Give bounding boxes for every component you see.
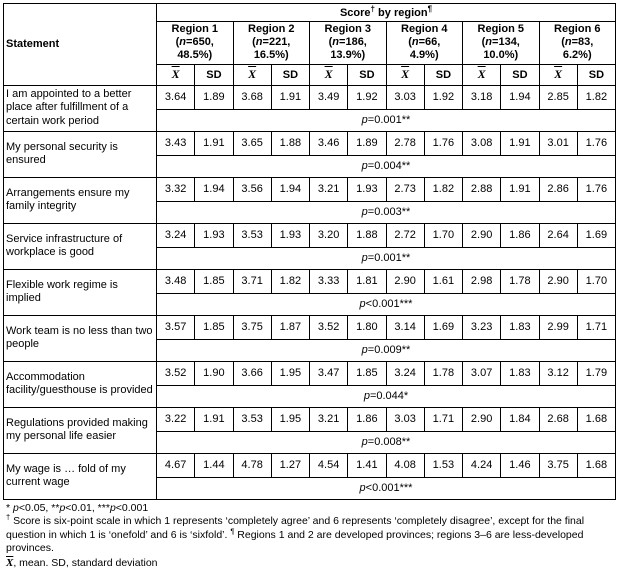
value-cell: 3.46 <box>310 131 348 155</box>
value-cell: 1.91 <box>195 407 233 431</box>
value-cell: 3.03 <box>386 85 424 109</box>
value-cell: 3.32 <box>157 177 195 201</box>
footnote-superscript: † <box>6 512 11 522</box>
value-cell: 1.71 <box>424 407 462 431</box>
value-cell: 1.84 <box>501 407 539 431</box>
footnote-text: , mean. SD, standard deviation <box>13 557 158 570</box>
n-italic: n <box>255 36 263 49</box>
value-cell: 3.24 <box>386 361 424 385</box>
value-cell: 3.12 <box>539 361 577 385</box>
value-cell: 3.66 <box>233 361 271 385</box>
p-italic: p <box>361 436 368 449</box>
value-cell: 1.85 <box>195 315 233 339</box>
value-cell: 1.95 <box>271 407 309 431</box>
value-cell: 1.44 <box>195 453 233 477</box>
mean-symbol: $\overline{X}$ <box>324 67 333 82</box>
value-cell: 2.90 <box>463 223 501 247</box>
value-cell: 3.23 <box>463 315 501 339</box>
table-header <box>4 4 616 86</box>
table-row <box>4 315 616 339</box>
value-cell: 4.54 <box>310 453 348 477</box>
table-row <box>4 223 616 247</box>
value-cell: 3.01 <box>539 131 577 155</box>
region-header-2: Region 2 (n=221, 16.5%) <box>233 22 310 65</box>
n-italic: n <box>485 36 493 49</box>
value-cell: 3.20 <box>310 223 348 247</box>
p-italic: p <box>363 390 370 403</box>
value-cell: 3.03 <box>386 407 424 431</box>
mean-symbol: $\overline{X}$ <box>6 557 14 570</box>
value-cell: 1.69 <box>424 315 462 339</box>
p-value-cell: p<0.001*** <box>157 477 616 499</box>
n-italic: n <box>179 36 187 49</box>
p-italic: p <box>359 298 366 311</box>
mean-symbol: $\overline{X}$ <box>248 67 257 82</box>
mean-column-header <box>157 64 195 85</box>
value-cell: 1.93 <box>195 223 233 247</box>
value-cell: 1.90 <box>195 361 233 385</box>
value-cell: 1.61 <box>424 269 462 293</box>
value-cell: 3.56 <box>233 177 271 201</box>
value-cell: 2.99 <box>539 315 577 339</box>
table-row <box>4 177 616 201</box>
value-cell: 1.94 <box>195 177 233 201</box>
value-cell: 3.49 <box>310 85 348 109</box>
region-header-1: Region 1 (n=650, 48.5%) <box>157 22 234 65</box>
value-cell: 3.33 <box>310 269 348 293</box>
mean-column-header <box>233 64 271 85</box>
p-value-cell: p=0.001** <box>157 109 616 131</box>
value-cell: 1.93 <box>348 177 386 201</box>
value-cell: 1.80 <box>348 315 386 339</box>
value-cell: 1.71 <box>577 315 615 339</box>
sd-column-header: SD <box>424 64 462 85</box>
table-row <box>4 407 616 431</box>
mean-symbol: $\overline{X}$ <box>401 67 410 82</box>
region-header-4: Region 4 (n=66, 4.9%) <box>386 22 463 65</box>
p-value-cell: p=0.009** <box>157 339 616 361</box>
footnote-line-3 <box>6 556 616 571</box>
value-cell: 1.82 <box>271 269 309 293</box>
footnote-line-1 <box>6 502 616 516</box>
value-cell: 1.87 <box>271 315 309 339</box>
dagger-superscript: † <box>370 3 375 13</box>
table-body <box>4 85 616 499</box>
p-italic: p <box>359 482 366 495</box>
value-cell: 1.86 <box>501 223 539 247</box>
p-value-cell: p=0.001** <box>157 247 616 269</box>
sd-column-header: SD <box>501 64 539 85</box>
value-cell: 1.85 <box>348 361 386 385</box>
value-cell: 4.24 <box>463 453 501 477</box>
n-italic: n <box>332 36 340 49</box>
mean-symbol: $\overline{X}$ <box>477 67 486 82</box>
value-cell: 2.90 <box>463 407 501 431</box>
statement-cell: My personal security is ensured <box>4 131 157 177</box>
value-cell: 3.24 <box>157 223 195 247</box>
statement-cell: Flexible work regime is implied <box>4 269 157 315</box>
value-cell: 1.27 <box>271 453 309 477</box>
value-cell: 1.46 <box>501 453 539 477</box>
value-cell: 1.94 <box>501 85 539 109</box>
statement-cell: Work team is no less than two people <box>4 315 157 361</box>
statement-cell: Service infrastructure of workplace is good <box>4 223 157 269</box>
value-cell: 1.94 <box>271 177 309 201</box>
value-cell: 2.72 <box>386 223 424 247</box>
mean-column-header <box>386 64 424 85</box>
mean-symbol: $\overline{X}$ <box>171 67 180 82</box>
value-cell: 1.88 <box>271 131 309 155</box>
value-cell: 2.98 <box>463 269 501 293</box>
value-cell: 2.86 <box>539 177 577 201</box>
footnote-superscript: ¶ <box>230 526 235 536</box>
value-cell: 1.92 <box>424 85 462 109</box>
value-cell: 2.90 <box>539 269 577 293</box>
value-cell: 2.68 <box>539 407 577 431</box>
value-cell: 1.76 <box>577 131 615 155</box>
value-cell: 1.83 <box>501 361 539 385</box>
value-cell: 1.70 <box>577 269 615 293</box>
value-cell: 1.91 <box>271 85 309 109</box>
table-row <box>4 269 616 293</box>
value-cell: 3.75 <box>539 453 577 477</box>
value-cell: 2.88 <box>463 177 501 201</box>
value-cell: 1.95 <box>271 361 309 385</box>
value-cell: 3.48 <box>157 269 195 293</box>
value-cell: 1.68 <box>577 453 615 477</box>
value-cell: 1.88 <box>348 223 386 247</box>
header-row-score <box>4 4 616 22</box>
p-italic: p <box>361 206 368 219</box>
value-cell: 1.91 <box>501 177 539 201</box>
footnote-text: <0.01, *** <box>65 501 110 514</box>
value-cell: 1.76 <box>424 131 462 155</box>
scores-by-region-table <box>3 3 616 500</box>
value-cell: 1.79 <box>577 361 615 385</box>
sd-column-header: SD <box>348 64 386 85</box>
footnote-text: <0.05, ** <box>18 501 60 514</box>
value-cell: 2.85 <box>539 85 577 109</box>
p-value-cell: p<0.001*** <box>157 293 616 315</box>
value-cell: 1.91 <box>195 131 233 155</box>
value-cell: 3.57 <box>157 315 195 339</box>
value-cell: 3.47 <box>310 361 348 385</box>
sd-column-header: SD <box>577 64 615 85</box>
value-cell: 2.73 <box>386 177 424 201</box>
value-cell: 3.71 <box>233 269 271 293</box>
value-cell: 3.21 <box>310 407 348 431</box>
region-header-5: Region 5 (n=134, 10.0%) <box>463 22 540 65</box>
value-cell: 3.08 <box>463 131 501 155</box>
value-cell: 4.67 <box>157 453 195 477</box>
footnote-text: Score is six-point scale in which 1 represents ‘completely agree’ and 6 represents ‘completely disagree’, except for the final question in which 1 is ‘onefold’ and 6 is ‘sixfold’. <box>6 515 585 541</box>
value-cell: 1.86 <box>348 407 386 431</box>
value-cell: 3.52 <box>157 361 195 385</box>
value-cell: 3.14 <box>386 315 424 339</box>
value-cell: 3.52 <box>310 315 348 339</box>
value-cell: 2.64 <box>539 223 577 247</box>
value-cell: 3.18 <box>463 85 501 109</box>
value-cell: 3.21 <box>310 177 348 201</box>
value-cell: 1.83 <box>501 315 539 339</box>
value-cell: 3.43 <box>157 131 195 155</box>
value-cell: 1.93 <box>271 223 309 247</box>
mean-symbol: $\overline{X}$ <box>554 67 563 82</box>
table-row <box>4 131 616 155</box>
p-italic: p <box>361 160 368 173</box>
table-footnotes <box>3 502 616 571</box>
value-cell: 1.69 <box>577 223 615 247</box>
value-cell: 2.90 <box>386 269 424 293</box>
p-value-cell: p=0.003** <box>157 201 616 223</box>
value-cell: 1.70 <box>424 223 462 247</box>
p-italic: p <box>361 344 368 357</box>
value-cell: 3.22 <box>157 407 195 431</box>
mean-column-header <box>539 64 577 85</box>
value-cell: 1.82 <box>424 177 462 201</box>
statement-cell: My wage is … fold of my current wage <box>4 453 157 499</box>
region-header-3: Region 3 (n=186, 13.9%) <box>310 22 387 65</box>
value-cell: 2.78 <box>386 131 424 155</box>
value-cell: 1.82 <box>577 85 615 109</box>
n-italic: n <box>411 36 419 49</box>
italic-text: p <box>109 501 116 514</box>
pilcrow-superscript: ¶ <box>427 3 433 13</box>
footnote-text: Regions 1 and 2 are developed provinces; regions 3–6 are less-developed provinces. <box>6 528 584 555</box>
mean-column-header <box>463 64 501 85</box>
mean-column-header <box>310 64 348 85</box>
table-row <box>4 85 616 109</box>
value-cell: 1.76 <box>577 177 615 201</box>
value-cell: 3.68 <box>233 85 271 109</box>
region-header-6: Region 6 (n=83, 6.2%) <box>539 22 616 65</box>
p-value-cell: p=0.044* <box>157 385 616 407</box>
footnote-text: <0.001 <box>115 501 149 514</box>
statement-cell: Regulations provided making my personal life easier <box>4 407 157 453</box>
value-cell: 3.53 <box>233 223 271 247</box>
value-cell: 1.89 <box>348 131 386 155</box>
table-row <box>4 453 616 477</box>
value-cell: 1.89 <box>195 85 233 109</box>
footnote-line-2 <box>6 512 616 556</box>
p-value-cell: p=0.008** <box>157 431 616 453</box>
value-cell: 3.65 <box>233 131 271 155</box>
statement-column-header: Statement <box>4 4 157 86</box>
score-by-region-header: Score† by region¶ <box>157 4 616 22</box>
statement-cell: Accommodation facility/guesthouse is provided <box>4 361 157 407</box>
value-cell: 3.07 <box>463 361 501 385</box>
value-cell: 3.75 <box>233 315 271 339</box>
value-cell: 1.78 <box>501 269 539 293</box>
value-cell: 1.68 <box>577 407 615 431</box>
value-cell: 3.53 <box>233 407 271 431</box>
value-cell: 1.78 <box>424 361 462 385</box>
value-cell: 1.53 <box>424 453 462 477</box>
statement-cell: I am appointed to a better place after fulfillment of a certain work period <box>4 85 157 131</box>
value-cell: 4.78 <box>233 453 271 477</box>
value-cell: 1.92 <box>348 85 386 109</box>
p-italic: p <box>361 114 368 127</box>
value-cell: 1.85 <box>195 269 233 293</box>
value-cell: 1.81 <box>348 269 386 293</box>
value-cell: 1.91 <box>501 131 539 155</box>
table-row <box>4 361 616 385</box>
value-cell: 4.08 <box>386 453 424 477</box>
p-italic: p <box>361 252 368 265</box>
n-italic: n <box>564 36 572 49</box>
statement-cell: Arrangements ensure my family integrity <box>4 177 157 223</box>
sd-column-header: SD <box>195 64 233 85</box>
p-value-cell: p=0.004** <box>157 155 616 177</box>
sd-column-header: SD <box>271 64 309 85</box>
value-cell: 3.64 <box>157 85 195 109</box>
italic-text: p <box>13 501 19 514</box>
footnote-text: * <box>6 501 14 514</box>
value-cell: 1.41 <box>348 453 386 477</box>
italic-text: p <box>59 501 66 514</box>
